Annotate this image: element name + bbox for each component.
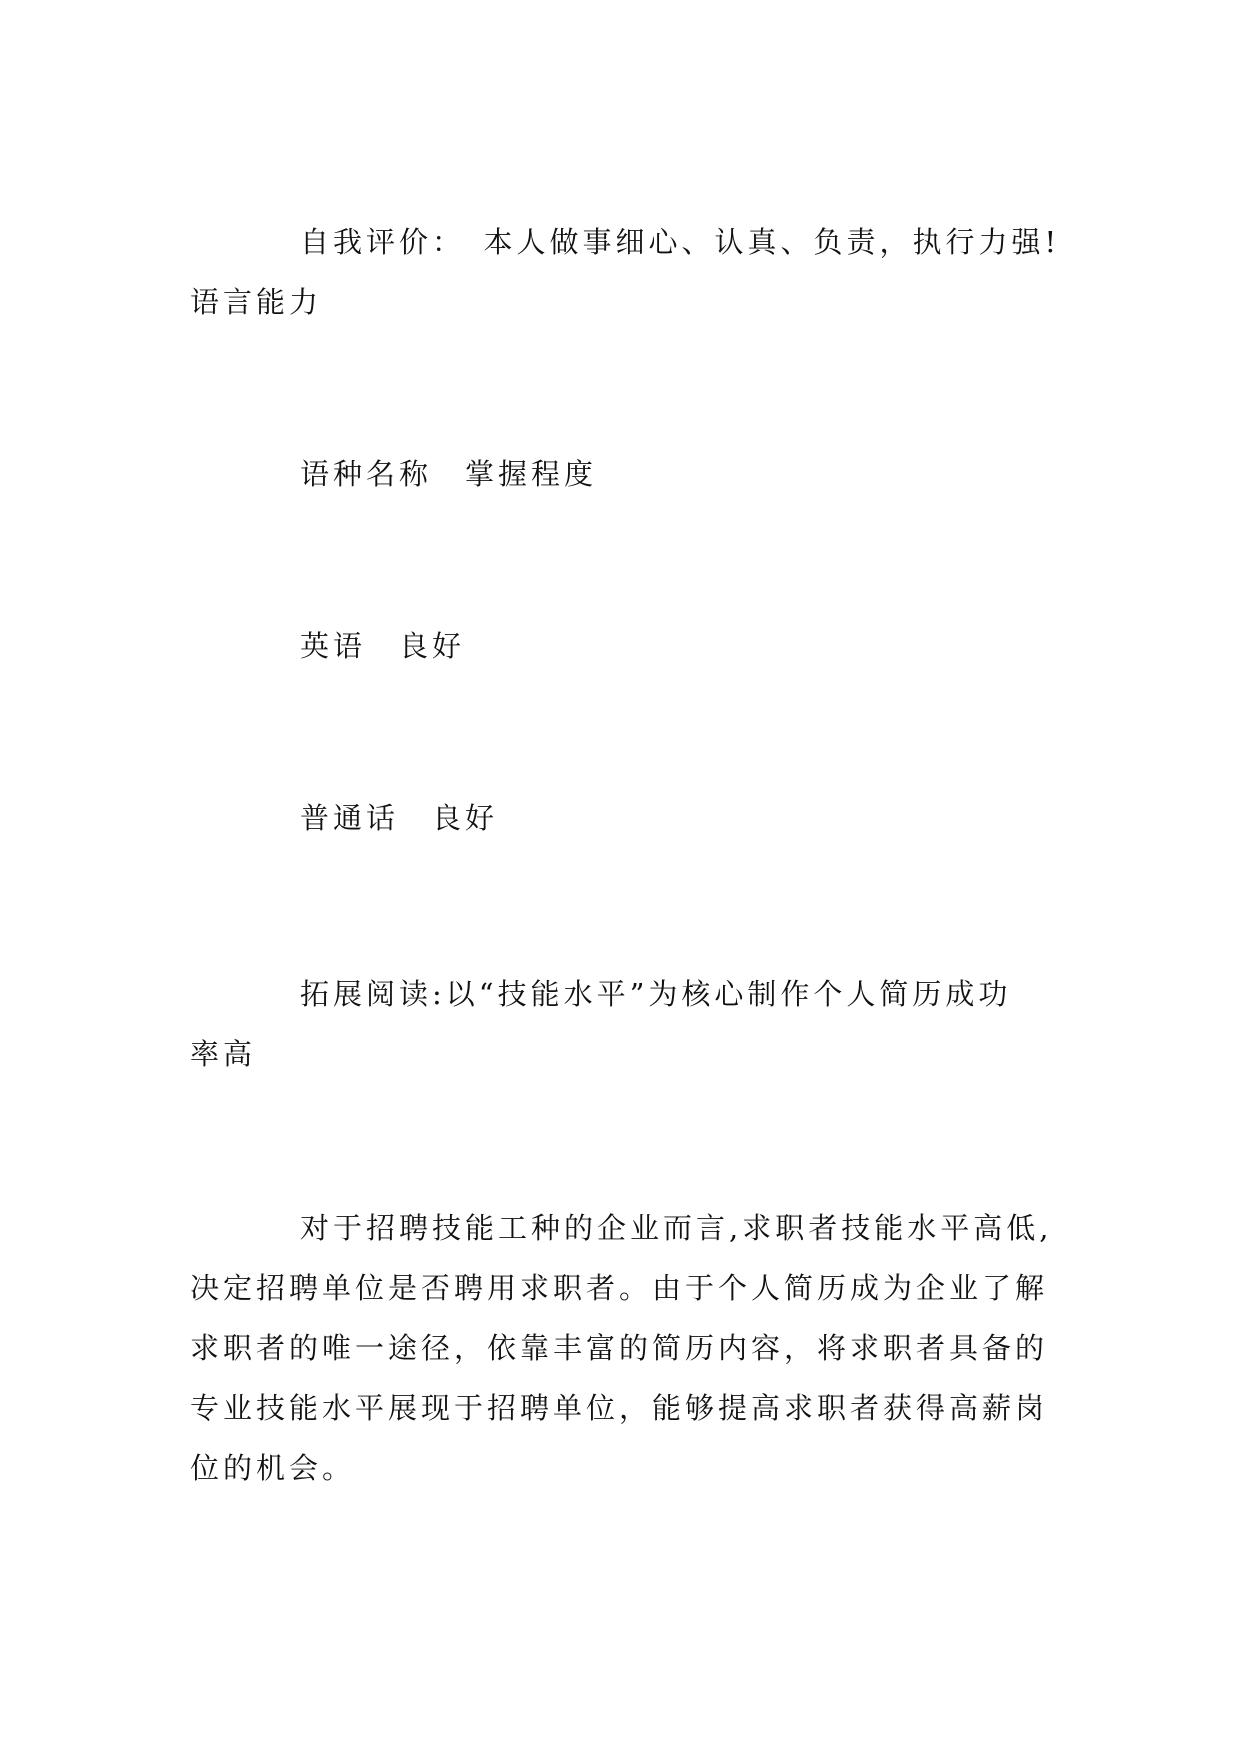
paragraph-line-5: 位的机会。 [190, 1451, 356, 1485]
paragraph-line-1: 对于招聘技能工种的企业而言,求职者技能水平高低, [300, 1211, 1053, 1245]
paragraph-line-2: 决定招聘单位是否聘用求职者。由于个人简历成为企业了解 [190, 1271, 1049, 1305]
language-row-mandarin: 普通话 良好 [300, 801, 499, 835]
language-ability-heading: 语言能力 [190, 285, 323, 319]
paragraph-line-3: 求职者的唯一途径，依靠丰富的简历内容，将求职者具备的 [190, 1331, 1049, 1365]
language-table-header: 语种名称 掌握程度 [300, 457, 598, 491]
self-evaluation-line: 自我评价： 本人做事细心、认真、负责，执行力强! [300, 225, 1061, 259]
extended-reading-title-line2: 率高 [190, 1037, 257, 1071]
extended-reading-title-line1: 拓展阅读:以“技能水平”为核心制作个人简历成功 [300, 977, 1012, 1011]
paragraph-line-4: 专业技能水平展现于招聘单位，能够提高求职者获得高薪岗 [190, 1391, 1049, 1425]
language-row-english: 英语 良好 [300, 629, 466, 663]
